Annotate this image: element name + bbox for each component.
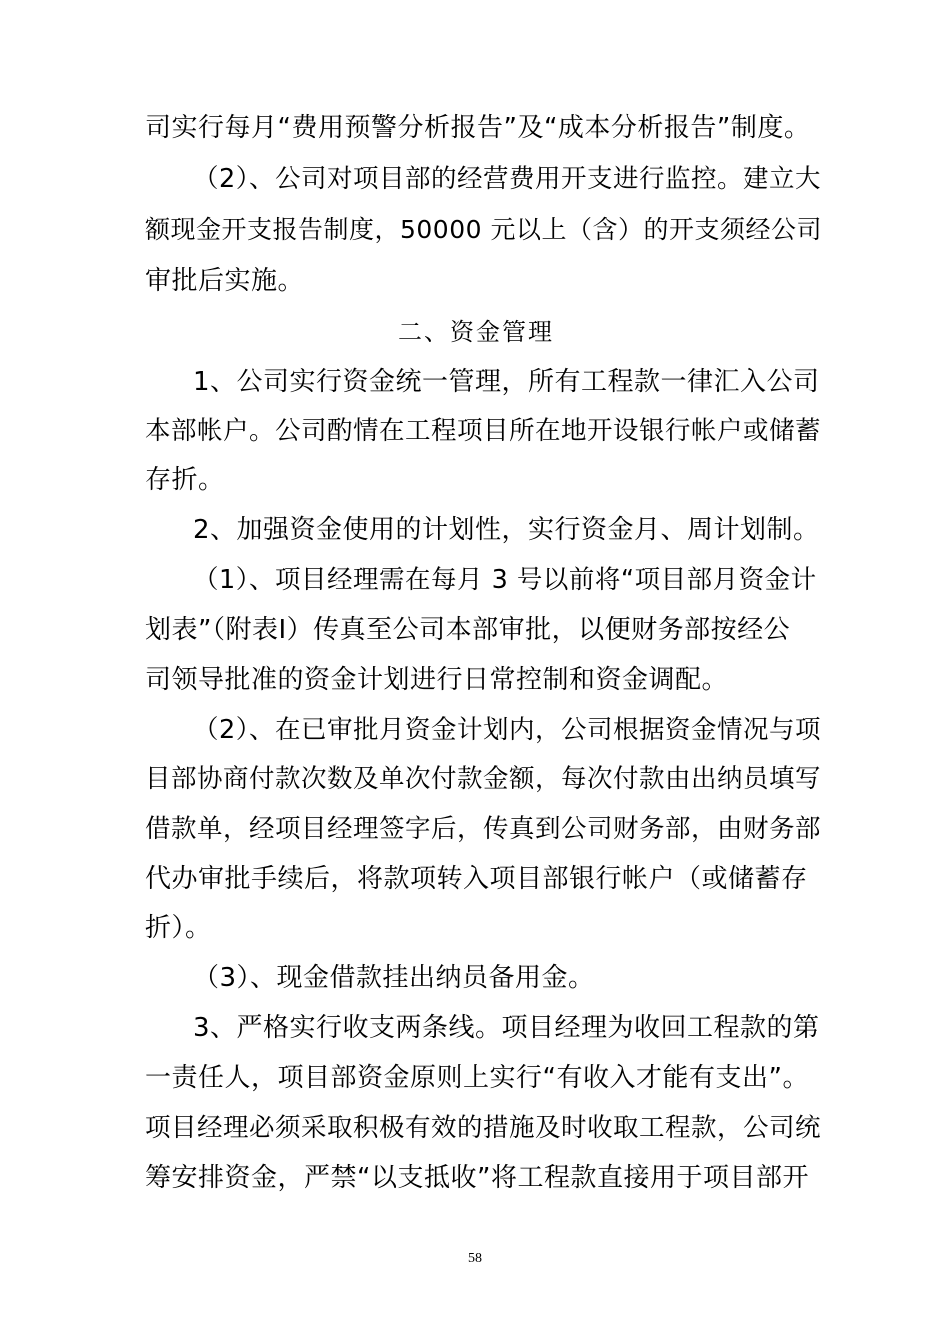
text-line: （1）、项目经理需在每月 3 号以前将“项目部月资金计 — [193, 565, 817, 595]
text-line: 借款单，经项目经理签字后，传真到公司财务部，由财务部 — [145, 814, 822, 844]
text-line: 3、严格实行收支两条线。项目经理为收回工程款的第 — [193, 1013, 820, 1043]
text-line: 1、公司实行资金统一管理，所有工程款一律汇入公司 — [193, 367, 820, 397]
text-line: 代办审批手续后，将款项转入项目部银行帐户（或储蓄存 — [145, 864, 808, 894]
text-line: 司领导批准的资金计划进行日常控制和资金调配。 — [145, 665, 729, 695]
text-line: 划表”（附表Ⅰ）传真至公司本部审批，以便财务部按经公 — [145, 615, 791, 645]
text-line: （3）、现金借款挂出纳员备用金。 — [193, 963, 595, 993]
text-line: 存折。 — [145, 465, 225, 495]
text-line: 额现金开支报告制度，50000 元以上（含）的开支须经公司 — [145, 215, 822, 244]
text-line: 司实行每月“费用预警分析报告”及“成本分析报告”制度。 — [145, 113, 811, 143]
section-heading: 二、资金管理 — [398, 318, 554, 346]
page-number: 58 — [468, 1251, 482, 1266]
text-line: 项目经理必须采取积极有效的措施及时收取工程款，公司统 — [145, 1113, 822, 1143]
text-line: （2）、公司对项目部的经营费用开支进行监控。建立大 — [193, 164, 821, 194]
text-line: 目部协商付款次数及单次付款金额，每次付款由出纳员填写 — [145, 764, 822, 794]
text-line: 2、加强资金使用的计划性，实行资金月、周计划制。 — [193, 515, 820, 545]
text-line: 筹安排资金，严禁“以支抵收”将工程款直接用于项目部开 — [145, 1163, 809, 1193]
text-line: 本部帐户。公司酌情在工程项目所在地开设银行帐户或储蓄 — [145, 416, 822, 446]
text-line: 一责任人，项目部资金原则上实行“有收入才能有支出”。 — [145, 1063, 809, 1093]
text-line: 审批后实施。 — [145, 266, 305, 296]
text-line: （2）、在已审批月资金计划内，公司根据资金情况与项 — [193, 715, 821, 745]
text-line: 折）。 — [145, 913, 212, 943]
